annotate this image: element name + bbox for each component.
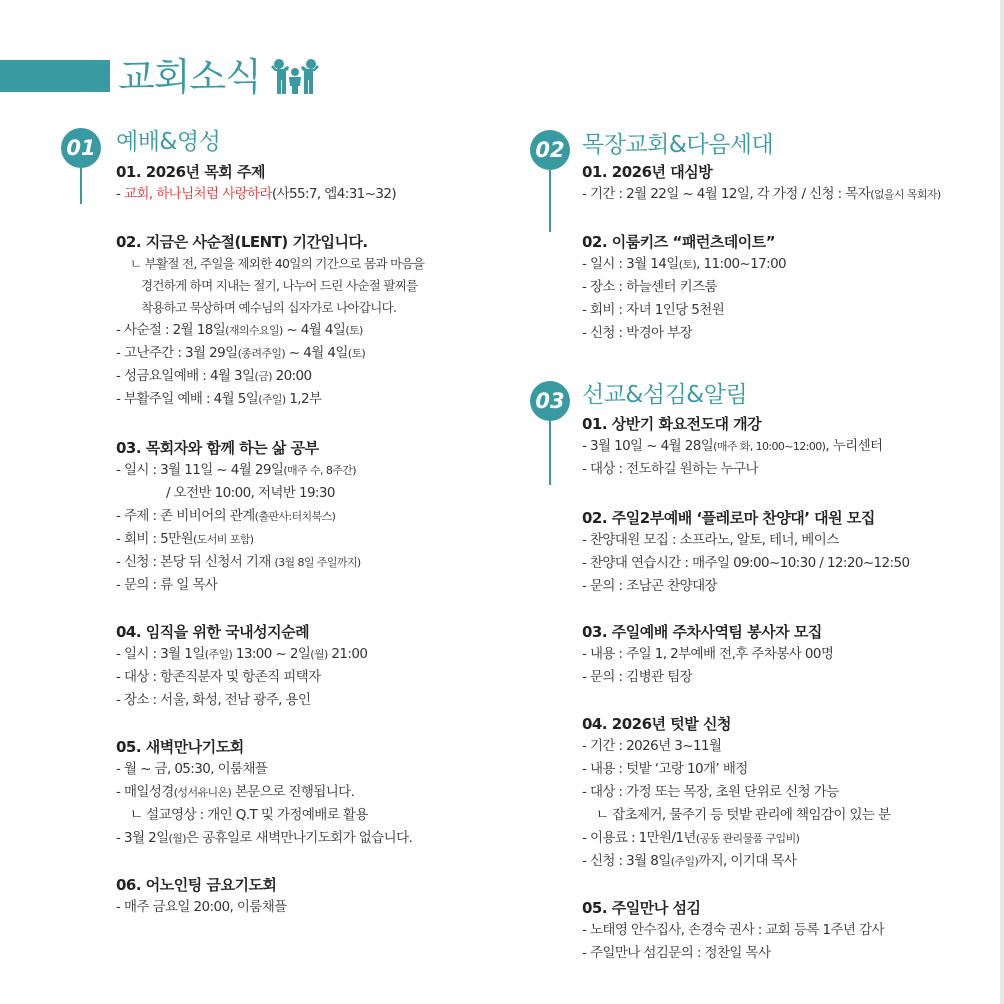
item-title: 04. 임직을 위한 국내성지순례	[116, 623, 310, 641]
item-line: - 월 ~ 금, 05:30, 이룸채플	[116, 761, 268, 777]
item-line: - 문의 : 조남곤 찬양대장	[582, 578, 717, 594]
item-note: ㄴ 잡초제거, 물주기 등 텃밭 관리에 책임감이 있는 분	[596, 807, 891, 823]
section-badge-03: 03	[530, 381, 570, 421]
section-title-mission: 선교&섬김&알림	[582, 382, 748, 408]
item-line: - 신청 : 박경아 부장	[582, 325, 693, 341]
item-line: - 노태영 안수집사, 손경숙 권사 : 교회 등록 1주년 감사	[582, 922, 884, 938]
item-line: - 회비 : 자녀 1인당 5천원	[582, 302, 725, 318]
item-line: - 장소 : 서울, 화성, 전남 광주, 용인	[116, 692, 311, 708]
item-line: - 이용료 : 1만원/1년(공동 관리물품 구입비)	[582, 830, 800, 846]
item-line: - 신청 : 3월 8일(주일)까지, 이기대 목사	[582, 853, 797, 869]
item-title: 02. 이룸키즈 “패런츠데이트”	[582, 233, 776, 251]
item-line: - 부활주일 예배 : 4월 5일(주일) 1,2부	[116, 391, 322, 407]
section-line-03	[549, 421, 551, 485]
item-line: - 신청 : 본당 뒤 신청서 기재 (3월 8일 주일까지)	[116, 554, 361, 570]
page-edge	[1000, 0, 1004, 1004]
item-line: / 오전반 10:00, 저녁반 19:30	[166, 485, 335, 501]
item-title: 03. 주일예배 주차사역팀 봉사자 모집	[582, 623, 822, 641]
section-line-02	[549, 170, 551, 232]
item-mission-02	[582, 507, 909, 598]
item-line: - 대상 : 전도하길 원하는 누구나	[582, 461, 758, 477]
item-line: - 일시 : 3월 11일 ~ 4월 29일(매주 수, 8주간)	[116, 462, 356, 478]
item-line: - 3월 2일(월)은 공휴일로 새벽만나기도회가 없습니다.	[116, 830, 413, 846]
item-title: 05. 주일만나 섬김	[582, 899, 701, 917]
item-note: 경건하게 하며 지내는 절기, 나누어 드린 사순절 팔찌를	[141, 278, 418, 293]
item-line: - 장소 : 하늘센터 키즈룸	[582, 279, 717, 295]
item-title: 04. 2026년 텃밭 신청	[582, 715, 731, 733]
item-mission-03	[582, 621, 833, 689]
page-title: 교회소식	[118, 55, 261, 99]
item-line: - 내용 : 주일 1, 2부예배 전,후 주차봉사 00명	[582, 646, 834, 662]
item-title: 01. 2026년 대심방	[582, 163, 713, 181]
item-line: - 3월 10일 ~ 4월 28일(매주 화, 10:00~12:00), 누리센터	[582, 438, 883, 454]
item-title: 03. 목회자와 함께 하는 삶 공부	[116, 439, 319, 457]
header-bar	[0, 60, 110, 92]
item-note: ㄴ 부활절 전, 주일을 제외한 40일의 기간으로 몸과 마음을	[130, 256, 425, 271]
item-worship-05	[116, 736, 412, 850]
item-line: - 주제 : 존 비비어의 관계(출판사:터치북스)	[116, 508, 336, 524]
item-title: 01. 2026년 목회 주제	[116, 163, 265, 181]
theme-highlight: 교회, 하나님처럼 사랑하라	[123, 186, 272, 202]
item-line: - 매주 금요일 20:00, 이룸채플	[116, 899, 287, 915]
item-line: - 문의 : 류 일 목사	[116, 577, 218, 593]
item-line: - 일시 : 3월 14일(토), 11:00~17:00	[582, 256, 787, 272]
item-line: - 성금요일예배 : 4월 3일(금) 20:00	[116, 368, 312, 384]
item-line: - 주일만나 섬김문의 : 정찬일 목사	[582, 945, 771, 961]
item-mission-05	[582, 897, 884, 965]
item-line: - 내용 : 텃밭 ‘고랑 10개’ 배정	[582, 761, 748, 777]
section-badge-01: 01	[61, 128, 101, 168]
section-title-cell-church: 목장교회&다음세대	[582, 132, 774, 158]
item-title: 02. 지금은 사순절(LENT) 기간입니다.	[116, 233, 368, 251]
item-title: 02. 주일2부예배 ‘플레로마 찬양대’ 대원 모집	[582, 509, 875, 527]
section-line-01	[80, 168, 82, 204]
item-cell-02	[582, 231, 786, 345]
item-line: - 대상 : 가정 또는 목장, 초원 단위로 신청 가능	[582, 784, 839, 800]
item-line: - 문의 : 김병관 팀장	[582, 669, 693, 685]
item-line: - 찬양대원 모집 : 소프라노, 알토, 테너, 베이스	[582, 532, 839, 548]
item-cell-01	[582, 161, 941, 206]
item-worship-02	[116, 231, 424, 411]
item-line: - 교회, 하나님처럼 사랑하라(사55:7, 엡4:31~32)	[116, 186, 397, 202]
item-title: 06. 어노인팅 금요기도회	[116, 876, 277, 894]
item-worship-01	[116, 161, 396, 206]
item-note: ㄴ 설교영상 : 개인 Q.T 및 가정예배로 활용	[130, 807, 368, 823]
item-worship-04	[116, 621, 367, 712]
section-title-worship: 예배&영성	[116, 129, 221, 155]
item-line: - 대상 : 항존직분자 및 항존직 피택자	[116, 669, 321, 685]
item-title: 01. 상반기 화요전도대 개강	[582, 415, 762, 433]
item-title: 05. 새벽만나기도회	[116, 738, 244, 756]
people-icon	[268, 58, 322, 94]
item-worship-06	[116, 874, 287, 919]
item-mission-04	[582, 713, 890, 873]
item-mission-01	[582, 413, 882, 481]
item-line: - 고난주간 : 3월 29일(종려주일) ~ 4월 4일(토)	[116, 345, 366, 361]
item-line: - 기간 : 2026년 3~11월	[582, 738, 722, 754]
item-note: 착용하고 묵상하며 예수님의 십자가로 나아갑니다.	[141, 300, 397, 315]
item-line: - 찬양대 연습시간 : 매주일 09:00~10:30 / 12:20~12:50	[582, 555, 910, 571]
item-line: - 매일성경(성서유니온) 본문으로 진행됩니다.	[116, 784, 355, 800]
item-line: - 일시 : 3월 1일(주일) 13:00 ~ 2일(월) 21:00	[116, 646, 368, 662]
section-badge-02: 02	[530, 130, 570, 170]
item-line: - 기간 : 2월 22일 ~ 4월 12일, 각 가정 / 신청 : 목자(없을시 목회자)	[582, 186, 941, 202]
item-worship-03	[116, 437, 361, 597]
item-line: - 사순절 : 2월 18일(재의수요일) ~ 4월 4일(토)	[116, 322, 363, 338]
item-line: - 회비 : 5만원(도서비 포함)	[116, 531, 254, 547]
